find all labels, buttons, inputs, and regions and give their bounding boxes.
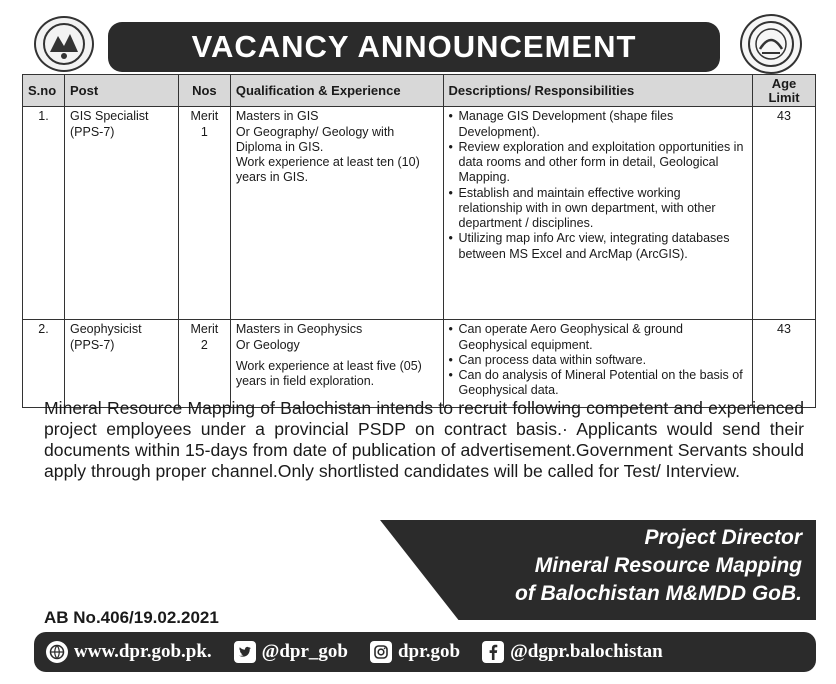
post-scale: (PPS-7): [69, 337, 115, 352]
list-item: • Utilizing map info Arc view, integrating databases between MS Excel and ArcMap (ArcGIS).: [449, 231, 747, 262]
website-text: www.dpr.gob.pk.: [74, 641, 212, 662]
vacancy-table: [22, 74, 816, 408]
row-age: 43: [753, 320, 816, 408]
instagram-text: dpr.gob: [397, 641, 461, 662]
list-item: • Can process data within software.: [449, 353, 747, 368]
row-post: [64, 107, 178, 320]
facebook-icon: [482, 641, 504, 663]
facebook-link[interactable]: [482, 641, 663, 663]
ab-number: AB No.406/19.02.2021: [44, 608, 219, 627]
responsibility-list: [449, 322, 747, 398]
qualification-line: Masters in GIS: [235, 109, 319, 124]
row-nos: [178, 107, 230, 320]
nos-count: 1: [200, 124, 208, 139]
website-link[interactable]: [46, 641, 212, 663]
list-item: • Review exploration and exploitation opportunities in data rooms and other form in detail, Geological Mapping.: [449, 140, 747, 186]
post-scale: (PPS-7): [69, 124, 115, 139]
list-item: • Can operate Aero Geophysical & ground Geophysical equipment.: [449, 322, 747, 353]
header-nos: Nos: [178, 75, 230, 107]
department-seal-icon: [740, 14, 802, 74]
row-post: [64, 320, 178, 408]
experience-line: Work experience at least ten (10) years in GIS.: [235, 155, 420, 185]
qualification-line: Masters in Geophysics: [235, 322, 363, 337]
nos-label: Merit: [190, 109, 219, 124]
header-descriptions: Descriptions/ Responsibilities: [443, 75, 752, 107]
instagram-link[interactable]: [370, 641, 460, 663]
signature-org: Mineral Resource Mapping: [534, 554, 802, 577]
instagram-icon: [370, 641, 392, 663]
contact-footer: [34, 632, 816, 672]
page-title: VACANCY ANNOUNCEMENT: [108, 22, 720, 72]
list-item: • Can do analysis of Mineral Potential on the basis of Geophysical data.: [449, 368, 747, 399]
row-descriptions: [443, 107, 752, 320]
row-sno: 2.: [23, 320, 65, 408]
qualification-line: Or Geography/ Geology with Diploma in GIS.: [235, 124, 395, 154]
table-row: [23, 107, 816, 320]
nos-label: Merit: [190, 322, 219, 337]
twitter-link[interactable]: [234, 641, 348, 663]
post-title: GIS Specialist: [69, 109, 149, 124]
twitter-text: @dpr_gob: [261, 641, 348, 662]
globe-icon: [46, 641, 68, 663]
row-qualification: [230, 107, 443, 320]
announcement-paragraph: Mineral Resource Mapping of Balochistan intends to recruit following competent and experienced project employees under a provincial PSDP on contract basis.· Applicants would send their documents within 15-days from date of publication of advertisement.Government Servants should apply through proper channel.Only shortlisted candidates will be called for Test/ Interview.: [44, 398, 804, 481]
header-limit: Limit: [768, 89, 800, 105]
header-post: Post: [64, 75, 178, 107]
header-age: Age: [771, 76, 797, 91]
table-row: [23, 320, 816, 408]
responsibility-list: [449, 109, 747, 262]
twitter-icon: [234, 641, 256, 663]
list-item: • Manage GIS Development (shape files Development).: [449, 109, 747, 140]
table-header-row: [23, 75, 816, 107]
header-sno: S.no: [23, 75, 65, 107]
row-nos: [178, 320, 230, 408]
signature-title: Project Director: [644, 526, 802, 549]
qualification-line: Or Geology: [235, 337, 300, 352]
row-qualification: [230, 320, 443, 408]
balochistan-emblem-icon: [34, 16, 94, 72]
row-age: 43: [753, 107, 816, 320]
experience-line: Work experience at least five (05) years in field exploration.: [235, 358, 422, 389]
post-title: Geophysicist: [69, 322, 142, 337]
signature-dept: of Balochistan M&MDD GoB.: [515, 582, 802, 605]
row-sno: 1.: [23, 107, 65, 320]
nos-count: 2: [200, 337, 208, 352]
header-age-limit: [753, 75, 816, 107]
row-descriptions: [443, 320, 752, 408]
facebook-text: @dgpr.balochistan: [510, 641, 663, 662]
header-qualification: Qualification & Experience: [230, 75, 443, 107]
header: [20, 8, 816, 76]
signature-block: [515, 524, 802, 608]
list-item: • Establish and maintain effective working relationship with in own department, with other department / disciplines.: [449, 186, 747, 232]
